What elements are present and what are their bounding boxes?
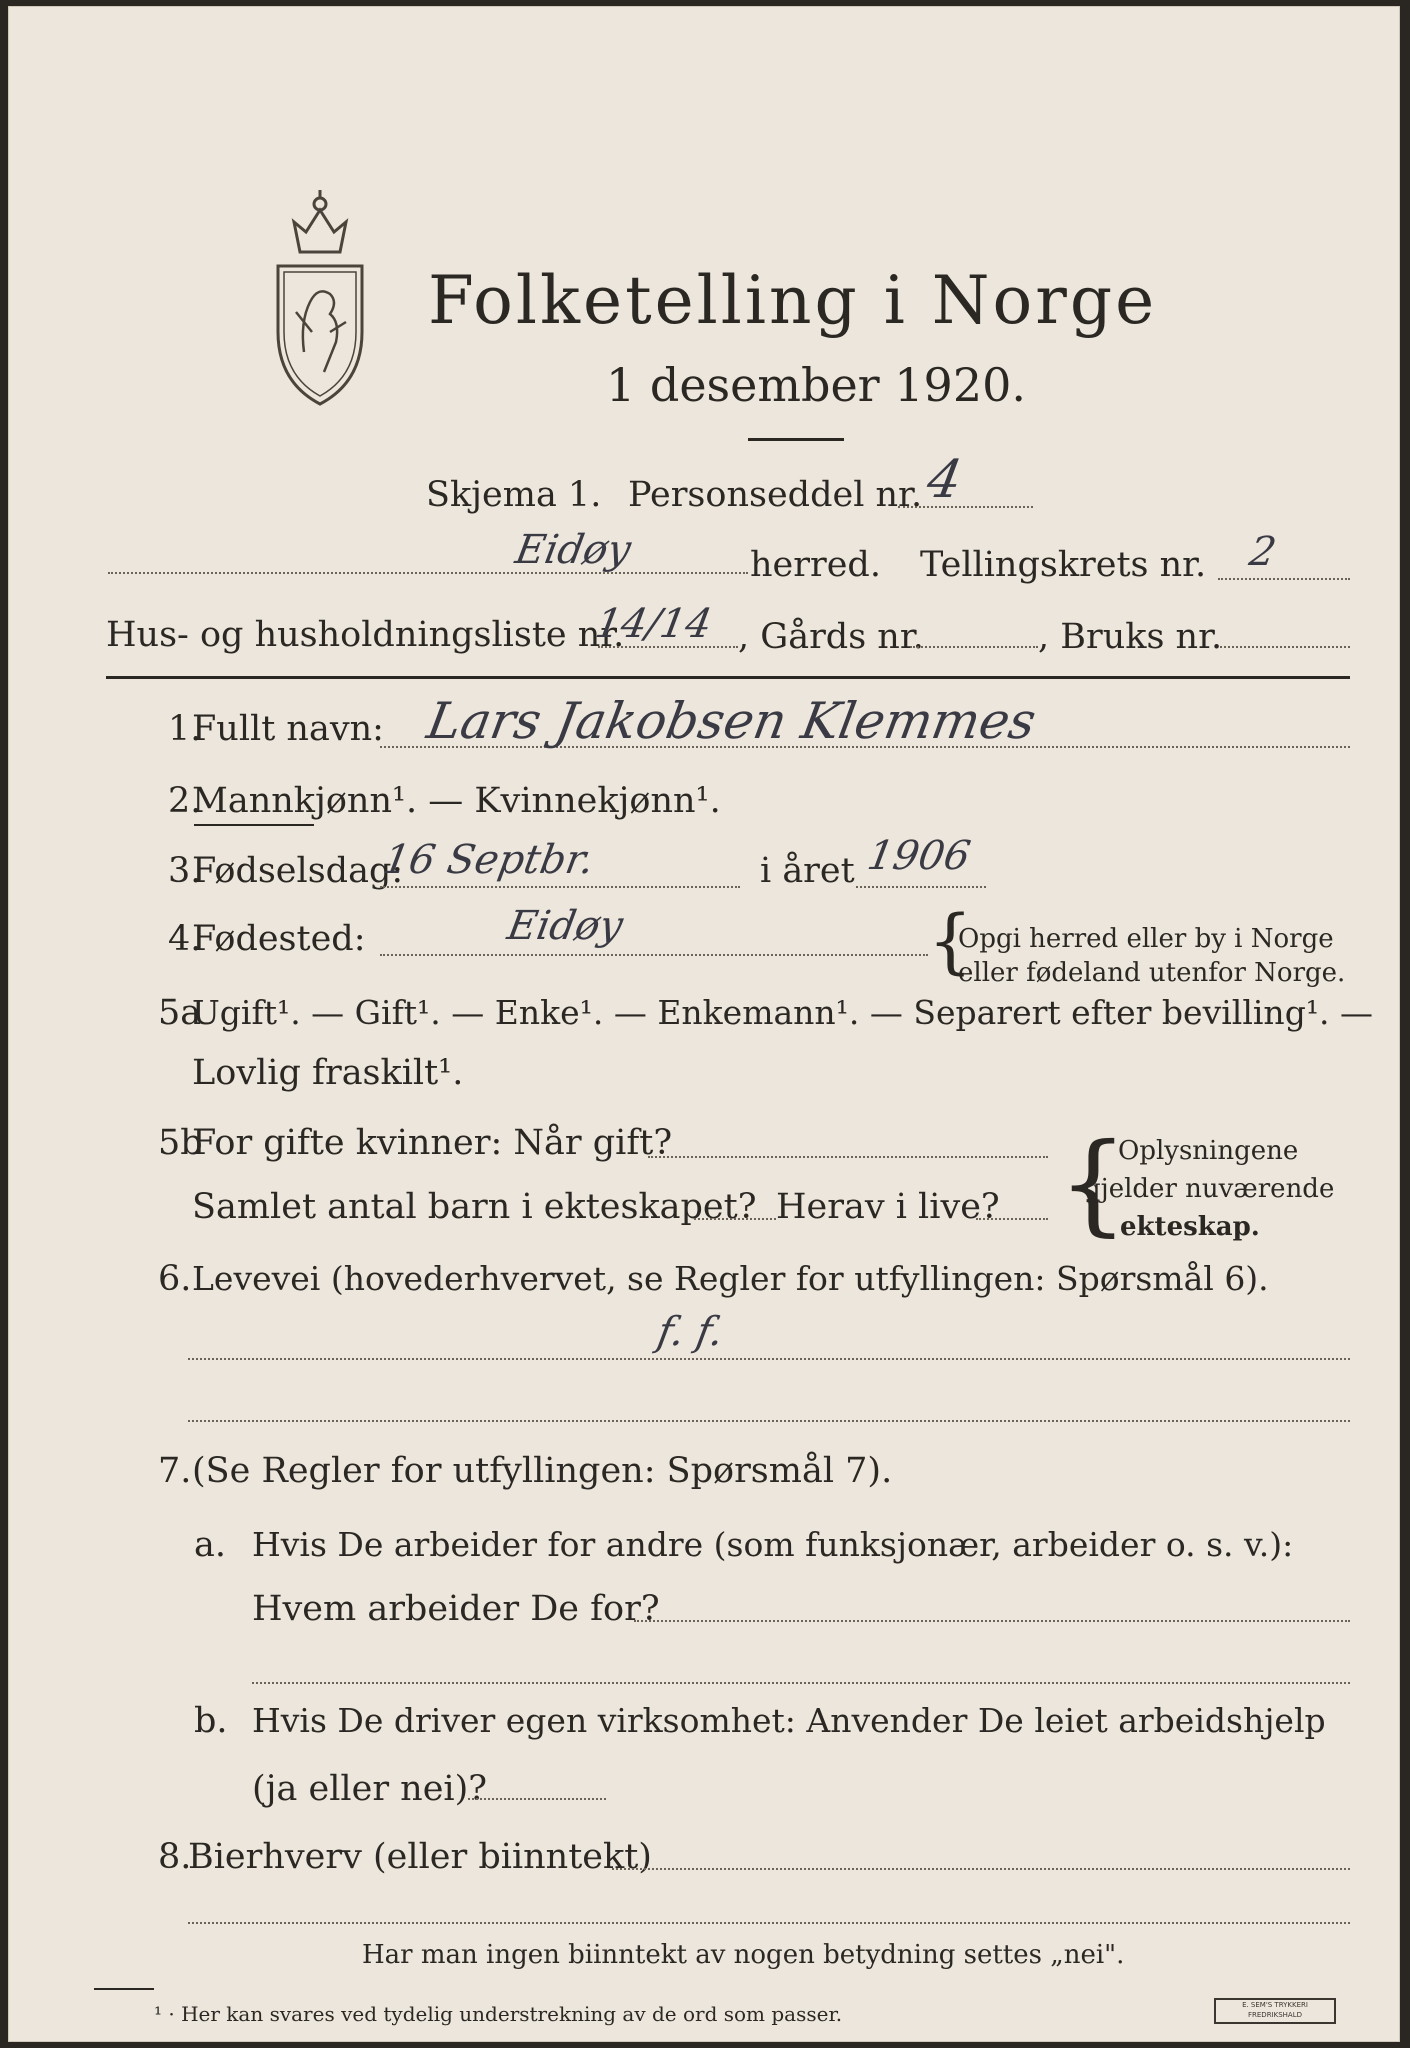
q5a-number: 5a	[158, 993, 202, 1033]
q1-label: Fullt navn:	[192, 709, 384, 749]
personseddel-label: Personseddel nr.	[628, 475, 923, 515]
herred-label: herred.	[750, 545, 881, 585]
q5b-note-line2: gjelder nuværende	[1084, 1174, 1335, 1204]
q1-value: Lars Jakobsen Klemmes	[422, 692, 1041, 750]
q5b-number: 5b	[158, 1123, 203, 1163]
q5b-note-line3: ekteskap.	[1120, 1212, 1260, 1242]
q1-number: 1.	[168, 709, 202, 749]
skjema-label: Skjema 1.	[426, 475, 602, 515]
header-rule	[106, 676, 1350, 679]
q7a-line1: Hvis De arbeider for andre (som funksjonær, arbeider o. s. v.):	[252, 1525, 1294, 1564]
q8-number: 8.	[158, 1837, 192, 1877]
q7a-line2: Hvem arbeider De for?	[252, 1589, 660, 1629]
q2-label: Mannkjønn¹. — Kvinnekjønn¹.	[192, 781, 721, 821]
q2-number: 2.	[168, 781, 202, 821]
census-form	[8, 6, 1400, 2042]
q7b-letter: b.	[194, 1701, 228, 1741]
herred-value: Eidøy	[511, 527, 635, 573]
q5a-line2: Lovlig fraskilt¹.	[192, 1053, 464, 1093]
q7-number: 7.	[158, 1451, 192, 1491]
printer-stamp-text: E. SEM'S TRYKKERI FREDRIKSHALD	[1242, 2001, 1308, 2019]
q3-year-label: i året	[760, 851, 855, 891]
q7a-letter: a.	[194, 1525, 226, 1565]
q3-number: 3.	[168, 851, 202, 891]
personseddel-value: 4	[922, 450, 967, 510]
q3-label: Fødselsdag:	[192, 851, 404, 891]
q5b-line2b: Herav i live?	[776, 1187, 1000, 1227]
form-date: 1 desember 1920.	[606, 358, 1026, 412]
bruks-label: , Bruks nr.	[1038, 617, 1223, 657]
title-divider	[748, 438, 844, 441]
hus-label: Hus- og husholdningsliste nr.	[106, 615, 625, 655]
hus-value: 14/14	[591, 601, 716, 647]
q5b-line1: For gifte kvinner: Når gift?	[192, 1123, 673, 1163]
footer-note: Har man ingen biinntekt av nogen betydning settes „nei".	[362, 1940, 1125, 1970]
coat-of-arms-icon	[260, 182, 380, 412]
q4-value: Eidøy	[503, 903, 627, 949]
q4-note-line1: Opgi herred eller by i Norge	[958, 924, 1334, 954]
q7b-line2: (ja eller nei)?	[252, 1769, 488, 1809]
q4-note-line2: eller fødeland utenfor Norge.	[958, 958, 1346, 988]
q5a-line1: Ugift¹. — Gift¹. — Enke¹. — Enkemann¹. — Separert efter bevilling¹. —	[192, 993, 1374, 1032]
q7-label: (Se Regler for utfyllingen: Spørsmål 7).	[192, 1451, 893, 1491]
q4-brace: {	[928, 900, 973, 982]
q7b-line1: Hvis De driver egen virksomhet: Anvender De leiet arbeidshjelp	[252, 1701, 1326, 1740]
q4-label: Fødested:	[192, 919, 366, 959]
form-title: Folketelling i Norge	[428, 262, 1158, 339]
footnote: ¹ · Her kan svares ved tydelig understrekning av de ord som passer.	[154, 2002, 843, 2026]
q2-underline	[194, 824, 314, 826]
q5b-line2a: Samlet antal barn i ekteskapet?	[192, 1187, 757, 1227]
q3-value: 16 Septbr.	[379, 837, 598, 883]
q6-label: Levevei (hovederhvervet, se Regler for utfyllingen: Spørsmål 6).	[192, 1259, 1269, 1298]
footnote-rule	[94, 1988, 154, 1990]
tellingskrets-label: Tellingskrets nr.	[920, 545, 1207, 585]
tellingskrets-value: 2	[1245, 529, 1280, 575]
q5b-brace: {	[1058, 1119, 1128, 1247]
q3-year-value: 1906	[863, 833, 974, 879]
q8-label: Bierhverv (eller biinntekt)	[188, 1837, 652, 1877]
q6-number: 6.	[158, 1259, 192, 1299]
q5b-note-line1: Oplysningene	[1118, 1136, 1299, 1166]
q6-value: f. f.	[653, 1309, 727, 1355]
printer-stamp	[1214, 1998, 1336, 2024]
q4-number: 4.	[168, 919, 202, 959]
gards-label: , Gårds nr.	[738, 617, 924, 657]
